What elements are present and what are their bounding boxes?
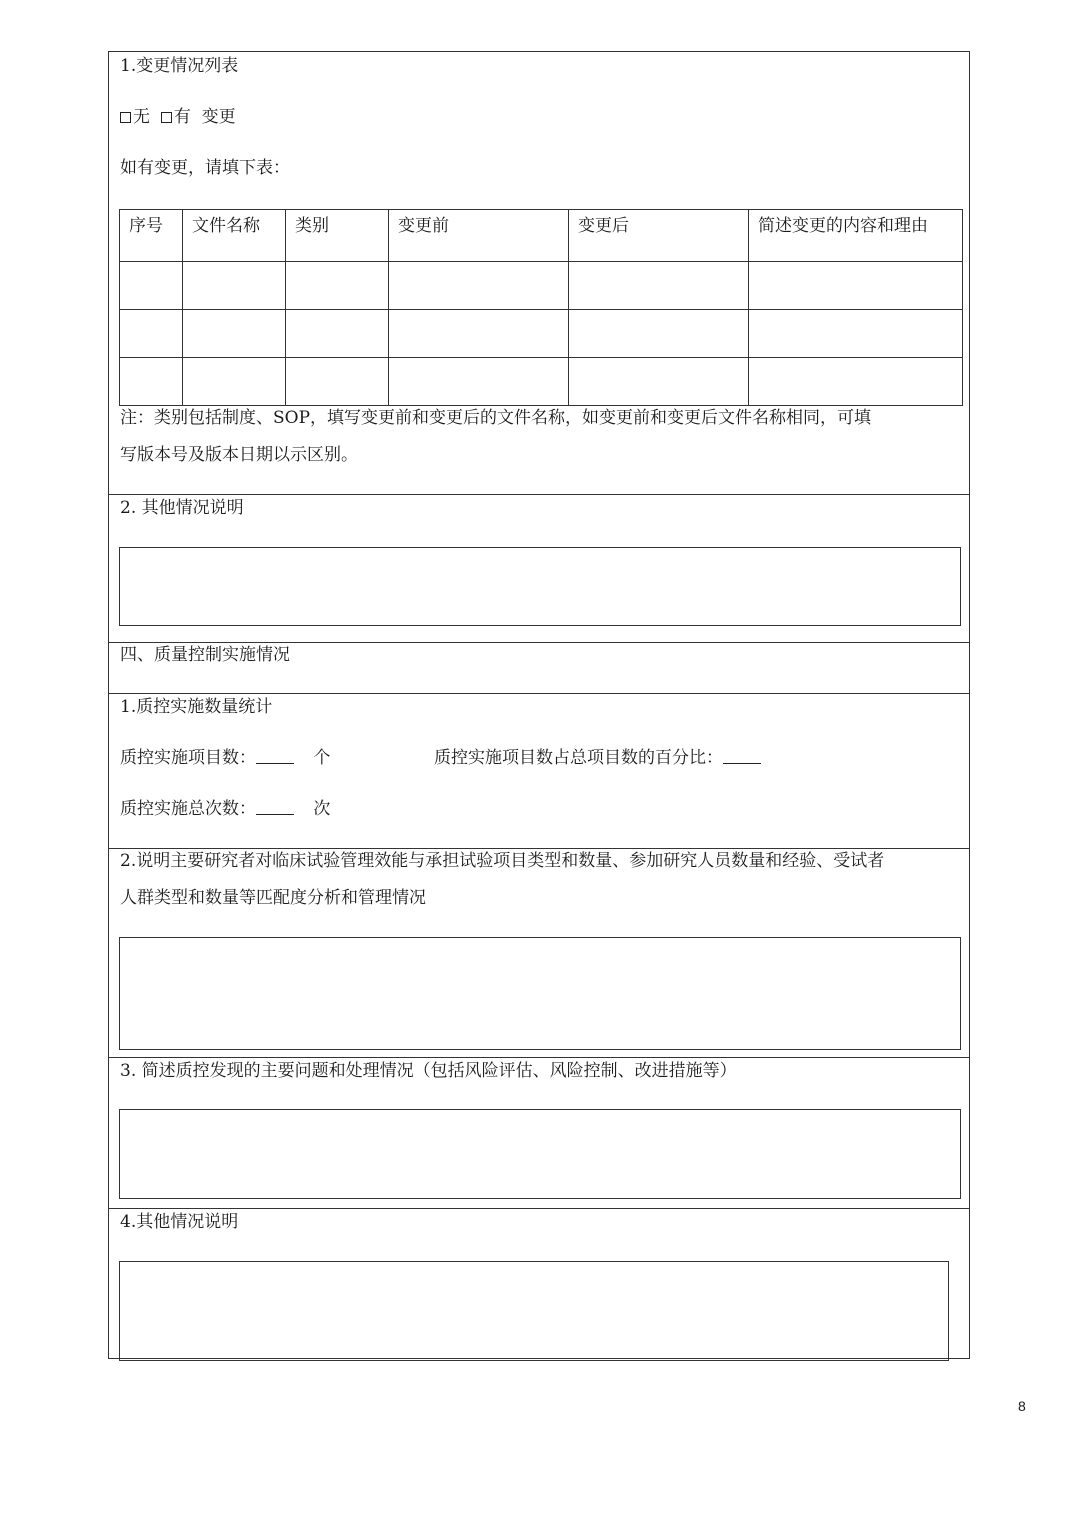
qc-heading: 四、质量控制实施情况 xyxy=(120,645,290,665)
table-cell[interactable] xyxy=(183,310,286,358)
qc-percent-line xyxy=(434,747,761,769)
table-header-row xyxy=(120,210,963,262)
issues-section xyxy=(109,1058,969,1209)
changes-title: 1.变更情况列表 xyxy=(120,56,239,76)
header-reason: 简述变更的内容和理由 xyxy=(749,210,963,262)
table-cell[interactable] xyxy=(183,262,286,310)
qc-percent-label: 质控实施项目数占总项目数的百分比： xyxy=(434,748,723,768)
changes-instruction: 如有变更，请填下表： xyxy=(120,158,290,178)
has-change-label: 有 xyxy=(173,107,191,127)
no-change-label: 无 xyxy=(133,107,150,127)
table-cell[interactable] xyxy=(183,358,286,406)
table-cell[interactable] xyxy=(389,310,569,358)
header-seq: 序号 xyxy=(120,210,183,262)
issues-title: 3. 简述质控发现的主要问题和处理情况（包括风险评估、风险控制、改进措施等） xyxy=(120,1061,737,1081)
table-cell[interactable] xyxy=(749,262,963,310)
table-cell[interactable] xyxy=(389,358,569,406)
table-row xyxy=(120,358,963,406)
qc-total-label: 质控实施总次数： xyxy=(120,799,256,819)
qc-total-blank[interactable] xyxy=(256,799,294,815)
issues-input-box[interactable] xyxy=(119,1109,961,1199)
changes-table xyxy=(119,209,963,406)
other-notes-title: 2. 其他情况说明 xyxy=(120,498,244,518)
qc-stats-section xyxy=(109,694,969,849)
table-cell[interactable] xyxy=(569,262,749,310)
qc-percent-blank[interactable] xyxy=(723,748,761,764)
analysis-input-box[interactable] xyxy=(119,937,961,1050)
changes-note-line-1: 注：类别包括制度、SOP，填写变更前和变更后的文件名称，如变更前和变更后文件名称相同，可填 xyxy=(120,408,872,428)
table-cell[interactable] xyxy=(286,358,389,406)
other-notes-2-section xyxy=(109,1209,969,1360)
has-change-checkbox[interactable] xyxy=(161,112,172,123)
table-cell[interactable] xyxy=(286,310,389,358)
qc-projects-unit: 个 xyxy=(313,748,331,768)
changes-note-line-2: 写版本号及版本日期以示区别。 xyxy=(120,445,358,465)
table-cell[interactable] xyxy=(120,262,183,310)
table-row xyxy=(120,310,963,358)
analysis-title-line-1: 2.说明主要研究者对临床试验管理效能与承担试验项目类型和数量、参加研究人员数量和经验、受试者 xyxy=(120,851,885,871)
table-cell[interactable] xyxy=(120,358,183,406)
other-notes-section xyxy=(109,495,969,643)
table-cell[interactable] xyxy=(569,310,749,358)
no-change-checkbox[interactable] xyxy=(120,112,131,123)
change-suffix: 变更 xyxy=(201,107,236,127)
qc-projects-blank[interactable] xyxy=(256,748,294,764)
table-row xyxy=(120,262,963,310)
header-before: 变更前 xyxy=(389,210,569,262)
table-cell[interactable] xyxy=(749,310,963,358)
qc-total-unit: 次 xyxy=(313,799,331,819)
page-number: 8 xyxy=(1018,1398,1026,1414)
qc-total-line xyxy=(120,798,330,820)
changes-section xyxy=(109,52,969,495)
other-notes-2-title: 4.其他情况说明 xyxy=(120,1212,239,1232)
qc-projects-label: 质控实施项目数： xyxy=(120,748,256,768)
qc-projects-line xyxy=(120,747,330,769)
table-cell[interactable] xyxy=(569,358,749,406)
analysis-section xyxy=(109,849,969,1058)
header-file-name: 文件名称 xyxy=(183,210,286,262)
qc-stats-title: 1.质控实施数量统计 xyxy=(120,697,273,717)
table-cell[interactable] xyxy=(749,358,963,406)
report-form xyxy=(108,51,970,1359)
header-after: 变更后 xyxy=(569,210,749,262)
header-category: 类别 xyxy=(286,210,389,262)
other-notes-input-box[interactable] xyxy=(119,547,961,626)
table-cell[interactable] xyxy=(389,262,569,310)
change-options xyxy=(120,106,236,128)
table-cell[interactable] xyxy=(120,310,183,358)
other-notes-2-input-box[interactable] xyxy=(119,1261,949,1361)
analysis-title-line-2: 人群类型和数量等匹配度分析和管理情况 xyxy=(120,888,426,908)
qc-heading-section xyxy=(109,643,969,694)
table-cell[interactable] xyxy=(286,262,389,310)
